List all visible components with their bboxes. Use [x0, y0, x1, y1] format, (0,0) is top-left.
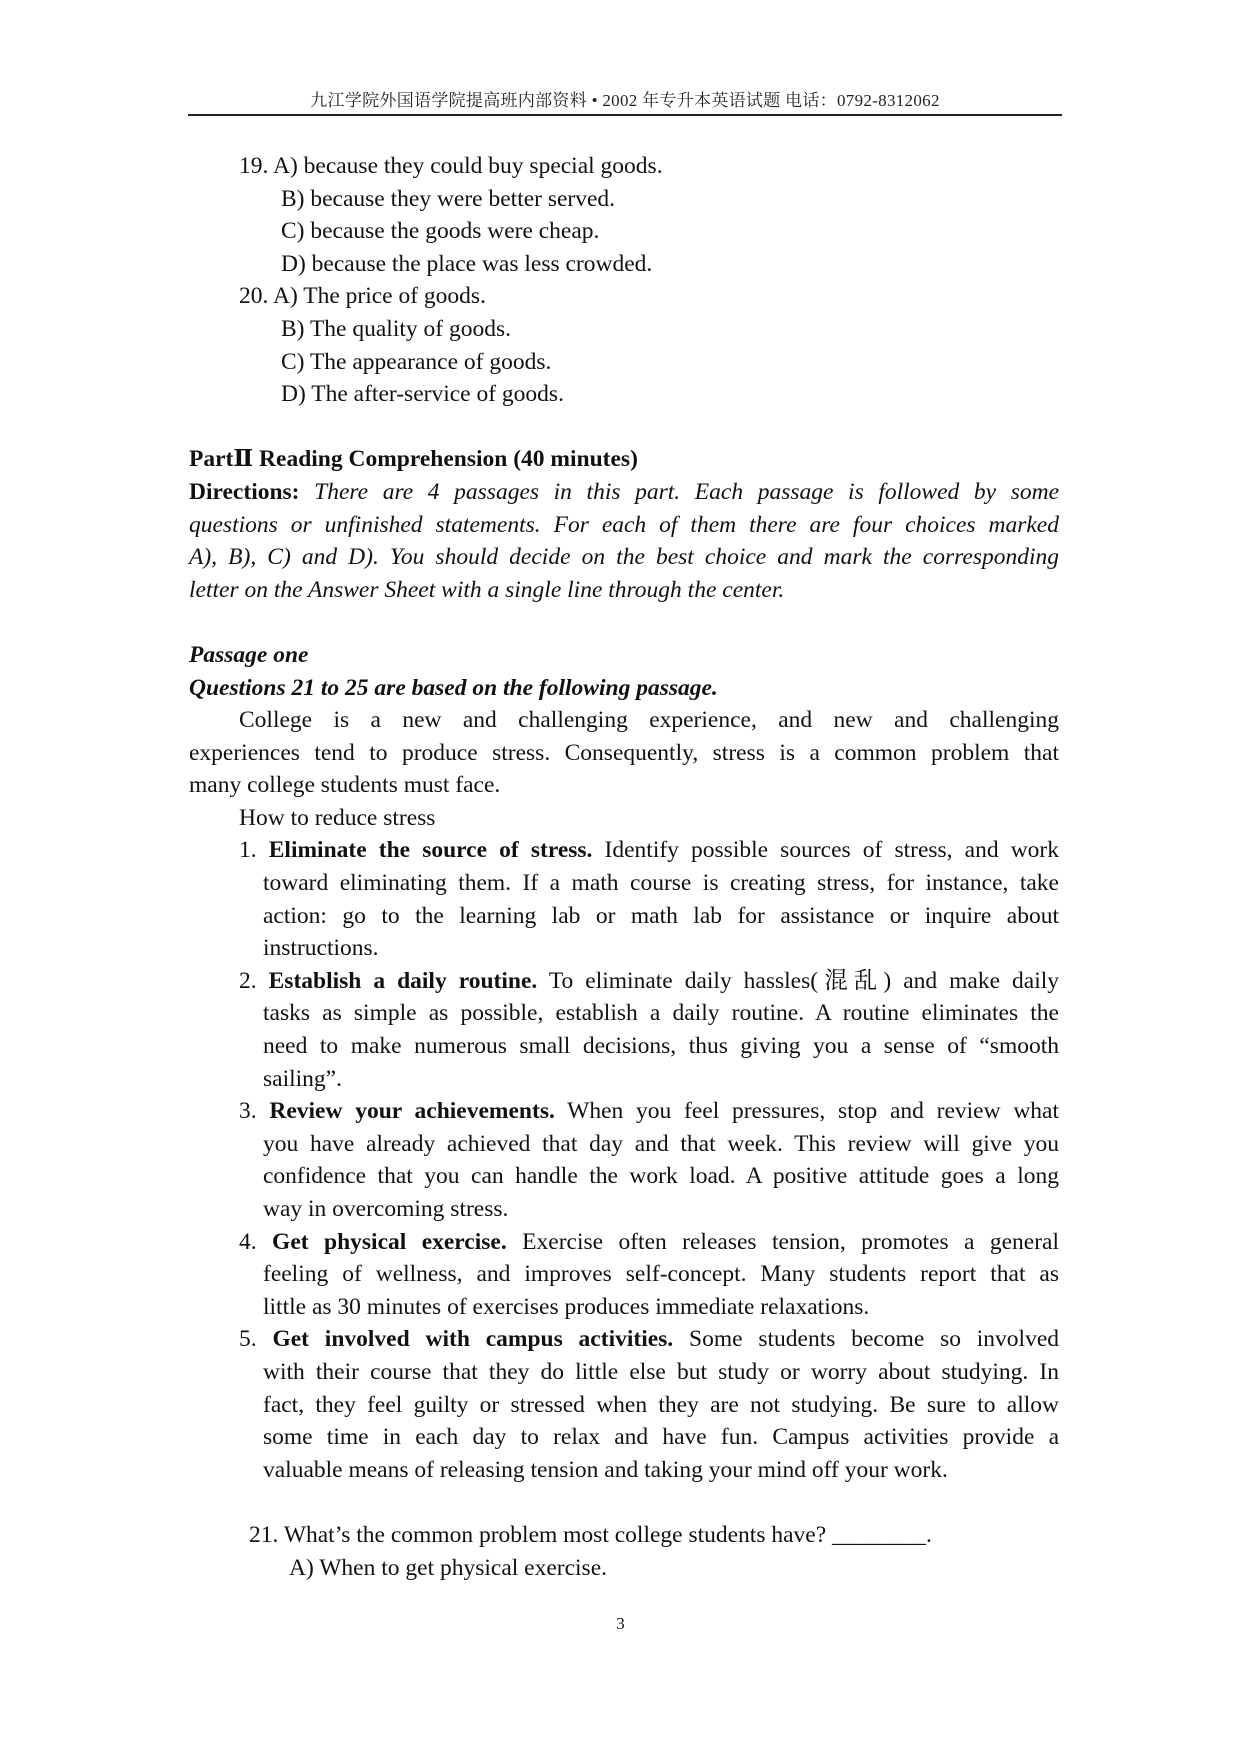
list-item [189, 965, 1059, 998]
item-text: Identify possible sources of stress, and work [592, 837, 1060, 864]
directions-line: questions or unfinished statements. For each of them there are four choices marked [189, 511, 1059, 538]
item-text: some time in each day to relax and have fun. Campus activities provide a [263, 1424, 1059, 1451]
item-number: 1. [239, 837, 257, 864]
question-20 [189, 280, 1059, 313]
item-text: with their course that they do little else but study or worry about studying. In [263, 1358, 1059, 1385]
option-c: C) The appearance of goods. [281, 348, 552, 375]
item-text: valuable means of releasing tension and taking your mind off your work. [263, 1456, 948, 1483]
item-text: Some students become so involved [673, 1326, 1060, 1353]
option-a: A) The price of goods. [272, 283, 486, 310]
list-item [189, 1323, 1059, 1356]
item-text: little as 30 minutes of exercises produces immediate relaxations. [263, 1293, 870, 1320]
page-content [189, 150, 1059, 1584]
directions-text: There are 4 passages in this part. Each passage is followed by some [314, 478, 1060, 505]
running-header: 九江学院外国语学院提高班内部资料 • 2002 年专升本英语试题 电话：0792-8312062 [310, 91, 940, 110]
item-heading: Review your achievements. [269, 1098, 555, 1125]
item-number: 3. [239, 1098, 257, 1125]
passage-paragraph: many college students must face. [189, 772, 501, 799]
item-heading: Establish a daily routine. [268, 967, 538, 994]
item-text: way in overcoming stress. [263, 1196, 509, 1222]
list-item [189, 834, 1059, 867]
directions-label: Directions: [189, 478, 300, 505]
item-text: confidence that you can handle the work load. A positive attitude goes a long [263, 1163, 1059, 1190]
item-text: When you feel pressures, stop and review what [554, 1098, 1060, 1125]
item-text: feeling of wellness, and improves self-concept. Many students report that as [263, 1261, 1059, 1288]
option-b: B) The quality of goods. [281, 315, 511, 342]
item-text: To eliminate daily hassles(混乱) and make daily [537, 967, 1060, 994]
directions-line: A), B), C) and D). You should decide on the best choice and mark the corresponding [189, 544, 1059, 571]
option-a: A) because they could buy special goods. [272, 153, 663, 179]
directions-line [189, 476, 1059, 509]
directions-line: letter on the Answer Sheet with a single line through the center. [189, 576, 785, 603]
item-number: 5. [239, 1326, 257, 1353]
item-text: Exercise often releases tension, promotes a general [506, 1228, 1060, 1255]
list-item [189, 1226, 1059, 1259]
option-c: C) because the goods were cheap. [281, 218, 600, 245]
question-19 [189, 150, 1059, 183]
item-text: toward eliminating them. If a math course is creating stress, for instance, take [263, 870, 1059, 897]
option-d: D) The after-service of goods. [281, 381, 564, 408]
item-text: you have already achieved that day and that week. This review will give you [263, 1130, 1059, 1157]
list-item [189, 1095, 1059, 1128]
option-d: D) because the place was less crowded. [281, 250, 653, 277]
item-text: tasks as simple as possible, establish a daily routine. A routine eliminates the [263, 1000, 1059, 1027]
item-text: action: go to the learning lab or math lab for assistance or inquire about [263, 902, 1059, 929]
header-rule [188, 114, 1062, 116]
item-heading: Eliminate the source of stress. [268, 837, 593, 864]
section-heading: How to reduce stress [239, 804, 436, 831]
passage-paragraph: experiences tend to produce stress. Consequently, stress is a common problem that [189, 739, 1059, 766]
item-number: 2. [239, 967, 257, 994]
spacer [189, 411, 1059, 444]
question-number: 19. [239, 153, 269, 179]
item-heading: Get physical exercise. [272, 1228, 507, 1255]
item-text: sailing”. [263, 1065, 342, 1092]
question-21: 21. What’s the common problem most college students have? ________. [249, 1521, 932, 1548]
option-b: B) because they were better served. [281, 185, 616, 212]
spacer [189, 1486, 1059, 1519]
item-text: instructions. [263, 935, 379, 962]
option-a: A) When to get physical exercise. [289, 1554, 608, 1581]
item-heading: Get involved with campus activities. [272, 1326, 674, 1353]
item-number: 4. [239, 1228, 257, 1255]
page-number: 3 [616, 1614, 625, 1633]
passage-title: Passage one [189, 641, 309, 668]
part-title: PartⅡ Reading Comprehension (40 minutes) [189, 446, 638, 473]
passage-subtitle: Questions 21 to 25 are based on the following passage. [189, 674, 718, 701]
spacer [189, 606, 1059, 639]
item-text: fact, they feel guilty or stressed when they are not studying. Be sure to allow [263, 1391, 1059, 1418]
question-number: 20. [239, 283, 269, 310]
item-text: need to make numerous small decisions, thus giving you a sense of “smooth [263, 1033, 1059, 1060]
passage-paragraph: College is a new and challenging experience, and new and challenging [239, 707, 1059, 734]
